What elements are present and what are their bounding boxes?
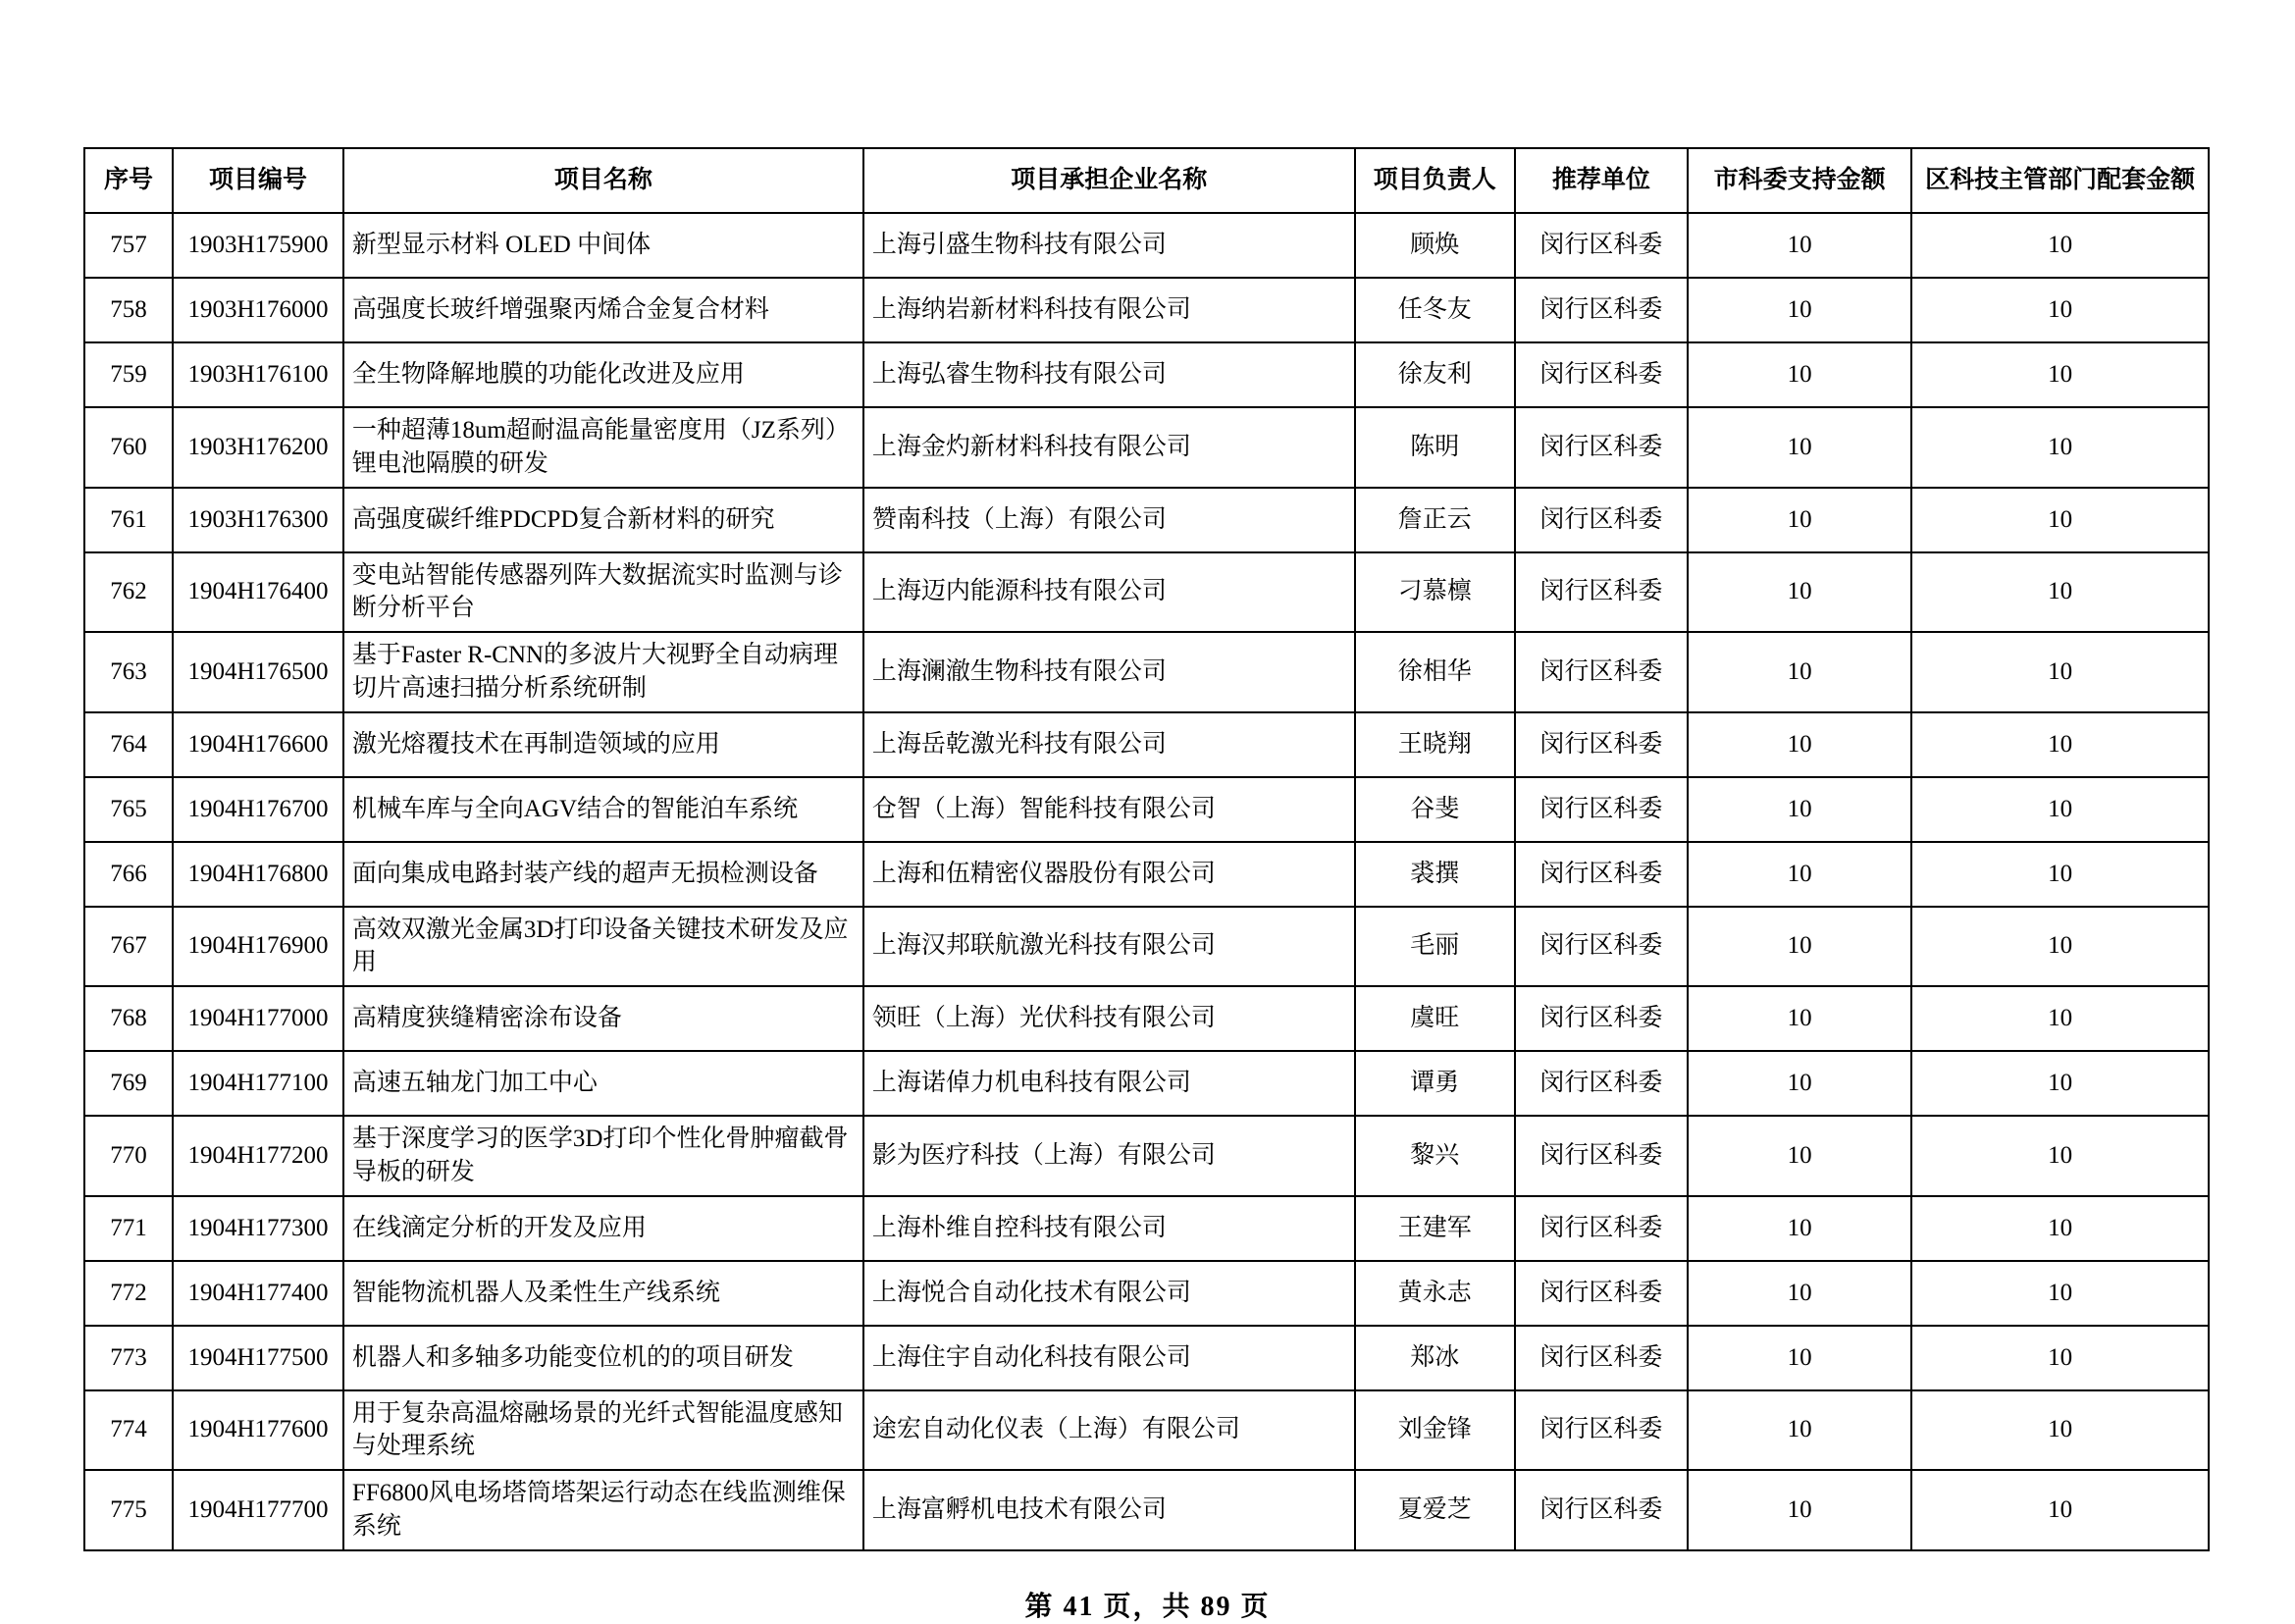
cell-project-name: 智能物流机器人及柔性生产线系统 [343,1261,863,1326]
cell-project-name: 机械车库与全向AGV结合的智能泊车系统 [343,777,863,842]
cell-project-code: 1904H177500 [173,1326,343,1390]
cell-district-funding: 10 [1911,407,2209,488]
cell-company: 上海迈内能源科技有限公司 [863,552,1355,633]
cell-index: 762 [84,552,173,633]
cell-company: 上海金灼新材料科技有限公司 [863,407,1355,488]
cell-project-name: 全生物降解地膜的功能化改进及应用 [343,342,863,407]
cell-leader: 詹正云 [1355,488,1515,552]
cell-city-funding: 10 [1688,986,1911,1051]
cell-leader: 刘金锋 [1355,1390,1515,1471]
cell-recommending-unit: 闵行区科委 [1515,842,1688,907]
cell-project-code: 1904H177300 [173,1196,343,1261]
cell-district-funding: 10 [1911,1390,2209,1471]
cell-leader: 裘撰 [1355,842,1515,907]
cell-project-code: 1904H177700 [173,1470,343,1550]
cell-recommending-unit: 闵行区科委 [1515,278,1688,342]
cell-company: 上海住宇自动化科技有限公司 [863,1326,1355,1390]
cell-recommending-unit: 闵行区科委 [1515,986,1688,1051]
cell-leader: 黄永志 [1355,1261,1515,1326]
cell-district-funding: 10 [1911,488,2209,552]
cell-recommending-unit: 闵行区科委 [1515,907,1688,987]
cell-index: 767 [84,907,173,987]
cell-project-name: 新型显示材料 OLED 中间体 [343,213,863,278]
cell-recommending-unit: 闵行区科委 [1515,1116,1688,1196]
cell-company: 上海和伍精密仪器股份有限公司 [863,842,1355,907]
cell-recommending-unit: 闵行区科委 [1515,1051,1688,1116]
cell-district-funding: 10 [1911,632,2209,712]
cell-district-funding: 10 [1911,1261,2209,1326]
cell-recommending-unit: 闵行区科委 [1515,777,1688,842]
cell-project-code: 1904H176500 [173,632,343,712]
cell-project-code: 1904H177600 [173,1390,343,1471]
cell-project-code: 1903H176000 [173,278,343,342]
table-row [84,1470,2209,1550]
cell-district-funding: 10 [1911,1326,2209,1390]
cell-company: 上海汉邦联航激光科技有限公司 [863,907,1355,987]
cell-leader: 谷斐 [1355,777,1515,842]
cell-company: 领旺（上海）光伏科技有限公司 [863,986,1355,1051]
page-footer: 第 41 页，共 89 页 [1024,1591,1271,1622]
cell-company: 上海富孵机电技术有限公司 [863,1470,1355,1550]
table-row [84,1390,2209,1471]
cell-district-funding: 10 [1911,552,2209,633]
cell-leader: 夏爱芝 [1355,1470,1515,1550]
column-header-recommending-unit: 推荐单位 [1515,148,1688,213]
table-row [84,213,2209,278]
cell-city-funding: 10 [1688,213,1911,278]
table-row [84,907,2209,987]
cell-district-funding: 10 [1911,1116,2209,1196]
cell-project-name: 基于Faster R-CNN的多波片大视野全自动病理切片高速扫描分析系统研制 [343,632,863,712]
table-row [84,278,2209,342]
cell-city-funding: 10 [1688,632,1911,712]
cell-company: 上海悦合自动化技术有限公司 [863,1261,1355,1326]
cell-index: 771 [84,1196,173,1261]
column-header-index: 序号 [84,148,173,213]
table-row [84,1196,2209,1261]
cell-city-funding: 10 [1688,777,1911,842]
cell-city-funding: 10 [1688,1470,1911,1550]
cell-project-code: 1904H176700 [173,777,343,842]
cell-recommending-unit: 闵行区科委 [1515,342,1688,407]
cell-leader: 王建军 [1355,1196,1515,1261]
table-row [84,342,2209,407]
cell-project-name: 变电站智能传感器列阵大数据流实时监测与诊断分析平台 [343,552,863,633]
cell-leader: 任冬友 [1355,278,1515,342]
cell-project-name: 机器人和多轴多功能变位机的的项目研发 [343,1326,863,1390]
cell-index: 758 [84,278,173,342]
cell-index: 761 [84,488,173,552]
cell-company: 上海诺倬力机电科技有限公司 [863,1051,1355,1116]
cell-recommending-unit: 闵行区科委 [1515,1261,1688,1326]
cell-project-code: 1903H176100 [173,342,343,407]
table-row [84,1051,2209,1116]
cell-project-code: 1903H176200 [173,407,343,488]
cell-company: 仓智（上海）智能科技有限公司 [863,777,1355,842]
table-row [84,986,2209,1051]
cell-leader: 谭勇 [1355,1051,1515,1116]
cell-project-code: 1904H176600 [173,712,343,777]
cell-project-code: 1904H177100 [173,1051,343,1116]
cell-recommending-unit: 闵行区科委 [1515,213,1688,278]
cell-recommending-unit: 闵行区科委 [1515,1390,1688,1471]
cell-leader: 郑冰 [1355,1326,1515,1390]
cell-company: 影为医疗科技（上海）有限公司 [863,1116,1355,1196]
cell-index: 774 [84,1390,173,1471]
cell-index: 757 [84,213,173,278]
cell-city-funding: 10 [1688,907,1911,987]
cell-project-name: 用于复杂高温熔融场景的光纤式智能温度感知与处理系统 [343,1390,863,1471]
cell-project-name: 高强度碳纤维PDCPD复合新材料的研究 [343,488,863,552]
cell-city-funding: 10 [1688,712,1911,777]
cell-index: 765 [84,777,173,842]
cell-city-funding: 10 [1688,1261,1911,1326]
cell-leader: 毛丽 [1355,907,1515,987]
column-header-company: 项目承担企业名称 [863,148,1355,213]
cell-project-code: 1904H176800 [173,842,343,907]
cell-project-name: FF6800风电场塔筒塔架运行动态在线监测维保系统 [343,1470,863,1550]
cell-project-code: 1903H176300 [173,488,343,552]
table-row [84,1116,2209,1196]
cell-leader: 徐相华 [1355,632,1515,712]
cell-city-funding: 10 [1688,407,1911,488]
cell-city-funding: 10 [1688,1390,1911,1471]
cell-project-code: 1903H175900 [173,213,343,278]
cell-company: 上海引盛生物科技有限公司 [863,213,1355,278]
cell-city-funding: 10 [1688,1196,1911,1261]
cell-district-funding: 10 [1911,213,2209,278]
cell-leader: 陈明 [1355,407,1515,488]
cell-index: 759 [84,342,173,407]
table-header [84,148,2209,213]
cell-index: 769 [84,1051,173,1116]
cell-company: 上海澜澈生物科技有限公司 [863,632,1355,712]
table-row [84,632,2209,712]
cell-district-funding: 10 [1911,777,2209,842]
cell-company: 上海朴维自控科技有限公司 [863,1196,1355,1261]
column-header-city-funding: 市科委支持金额 [1688,148,1911,213]
cell-city-funding: 10 [1688,552,1911,633]
cell-project-code: 1904H177000 [173,986,343,1051]
cell-project-name: 高精度狭缝精密涂布设备 [343,986,863,1051]
cell-project-name: 在线滴定分析的开发及应用 [343,1196,863,1261]
cell-index: 770 [84,1116,173,1196]
cell-district-funding: 10 [1911,907,2209,987]
cell-district-funding: 10 [1911,1196,2209,1261]
cell-city-funding: 10 [1688,488,1911,552]
cell-index: 760 [84,407,173,488]
cell-company: 上海弘睿生物科技有限公司 [863,342,1355,407]
cell-leader: 黎兴 [1355,1116,1515,1196]
cell-recommending-unit: 闵行区科委 [1515,1196,1688,1261]
cell-index: 764 [84,712,173,777]
cell-leader: 王晓翔 [1355,712,1515,777]
cell-index: 772 [84,1261,173,1326]
cell-recommending-unit: 闵行区科委 [1515,712,1688,777]
cell-recommending-unit: 闵行区科委 [1515,1470,1688,1550]
cell-index: 775 [84,1470,173,1550]
table-header-row [84,148,2209,213]
cell-leader: 刁慕檩 [1355,552,1515,633]
cell-index: 763 [84,632,173,712]
cell-recommending-unit: 闵行区科委 [1515,488,1688,552]
column-header-project-code: 项目编号 [173,148,343,213]
cell-city-funding: 10 [1688,842,1911,907]
cell-project-name: 高速五轴龙门加工中心 [343,1051,863,1116]
cell-district-funding: 10 [1911,1470,2209,1550]
cell-recommending-unit: 闵行区科委 [1515,407,1688,488]
column-header-leader: 项目负责人 [1355,148,1515,213]
cell-project-name: 高强度长玻纤增强聚丙烯合金复合材料 [343,278,863,342]
cell-project-name: 一种超薄18um超耐温高能量密度用（JZ系列）锂电池隔膜的研发 [343,407,863,488]
table-row [84,1326,2209,1390]
cell-index: 768 [84,986,173,1051]
cell-project-code: 1904H177400 [173,1261,343,1326]
cell-index: 766 [84,842,173,907]
table-row [84,712,2209,777]
projects-table [83,147,2210,1551]
cell-company: 途宏自动化仪表（上海）有限公司 [863,1390,1355,1471]
cell-city-funding: 10 [1688,342,1911,407]
table-row [84,842,2209,907]
cell-project-name: 高效双激光金属3D打印设备关键技术研发及应用 [343,907,863,987]
cell-project-name: 激光熔覆技术在再制造领域的应用 [343,712,863,777]
cell-district-funding: 10 [1911,278,2209,342]
column-header-district-funding: 区科技主管部门配套金额 [1911,148,2209,213]
cell-city-funding: 10 [1688,1116,1911,1196]
table-row [84,552,2209,633]
cell-district-funding: 10 [1911,986,2209,1051]
cell-recommending-unit: 闵行区科委 [1515,632,1688,712]
cell-city-funding: 10 [1688,278,1911,342]
cell-company: 上海岳乾激光科技有限公司 [863,712,1355,777]
cell-district-funding: 10 [1911,712,2209,777]
cell-district-funding: 10 [1911,842,2209,907]
table-body [84,213,2209,1550]
cell-project-code: 1904H176400 [173,552,343,633]
table-row [84,1261,2209,1326]
cell-project-code: 1904H177200 [173,1116,343,1196]
cell-project-code: 1904H176900 [173,907,343,987]
cell-project-name: 基于深度学习的医学3D打印个性化骨肿瘤截骨导板的研发 [343,1116,863,1196]
cell-district-funding: 10 [1911,342,2209,407]
cell-district-funding: 10 [1911,1051,2209,1116]
cell-leader: 徐友利 [1355,342,1515,407]
cell-recommending-unit: 闵行区科委 [1515,1326,1688,1390]
cell-leader: 虞旺 [1355,986,1515,1051]
cell-index: 773 [84,1326,173,1390]
cell-company: 上海纳岩新材料科技有限公司 [863,278,1355,342]
cell-recommending-unit: 闵行区科委 [1515,552,1688,633]
cell-city-funding: 10 [1688,1326,1911,1390]
cell-city-funding: 10 [1688,1051,1911,1116]
cell-project-name: 面向集成电路封装产线的超声无损检测设备 [343,842,863,907]
table-row [84,777,2209,842]
column-header-project-name: 项目名称 [343,148,863,213]
cell-leader: 顾焕 [1355,213,1515,278]
table-row [84,488,2209,552]
table-row [84,407,2209,488]
cell-company: 赞南科技（上海）有限公司 [863,488,1355,552]
